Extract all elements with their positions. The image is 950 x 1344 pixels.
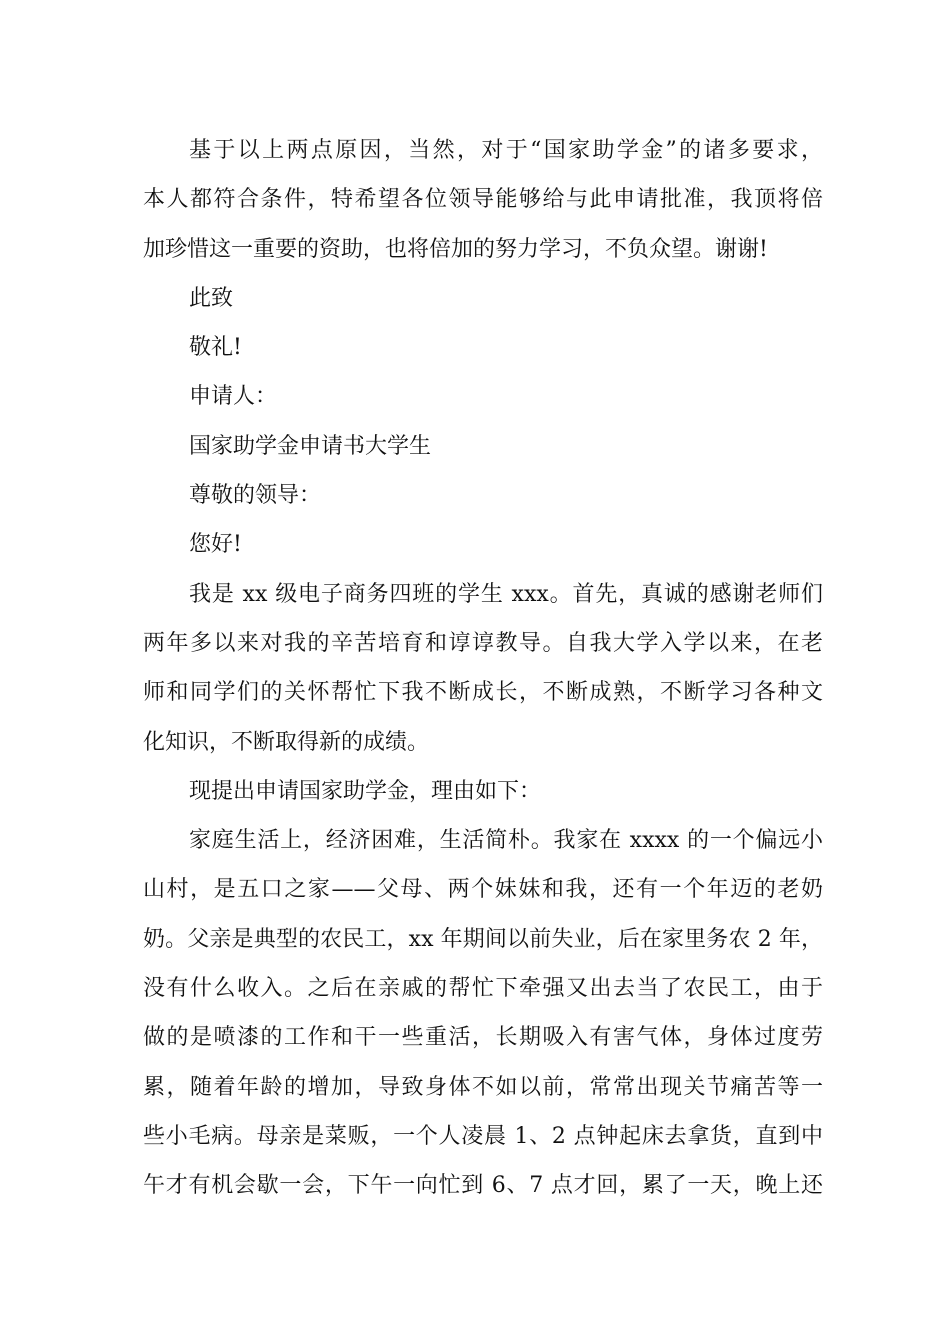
text-line: 师和同学们的关怀帮忙下我不断成长，不断成熟，不断学习各种文: [143, 680, 823, 706]
text-line: 国家助学金申请书大学生: [189, 433, 432, 459]
greeting-addressee: [143, 471, 823, 520]
closing-salutation: [143, 274, 823, 323]
text-line: 山村，是五口之家——父母、两个妹妹和我，还有一个年迈的老奶: [143, 877, 823, 903]
paragraph-conclusion: [143, 126, 823, 274]
closing-respect: [143, 323, 823, 372]
paragraph-introduction: [143, 570, 823, 767]
text-line: 尊敬的领导：: [189, 483, 322, 509]
text-line: 些小毛病。母亲是菜贩，一个人凌晨 1、2 点钟起床去拿货，直到中: [143, 1123, 823, 1149]
text-line: 累，随着年龄的增加，导致身体不如以前，常常出现关节痛苦等一: [143, 1074, 823, 1100]
text-line: 现提出申请国家助学金，理由如下：: [189, 778, 542, 804]
text-line: 两年多以来对我的辛苦培育和谆谆教导。自我大学入学以来，在老: [143, 630, 823, 656]
applicant-label: [143, 372, 823, 421]
paragraph-family-situation: [143, 816, 823, 1210]
greeting-hello: [143, 520, 823, 569]
text-line: 申请人：: [189, 384, 278, 410]
text-line: 没有什么收入。之后在亲戚的帮忙下牵强又出去当了农民工，由于: [143, 976, 823, 1002]
text-line: 做的是喷漆的工作和干一些重活，长期吸入有害气体，身体过度劳: [143, 1025, 823, 1051]
document-body: [143, 126, 823, 1211]
text-line: 加珍惜这一重要的资助，也将倍加的努力学习，不负众望。谢谢!: [143, 236, 768, 262]
text-line: 您好!: [189, 532, 242, 558]
text-line: 此致: [189, 285, 234, 311]
section-title: [143, 422, 823, 471]
text-line: 化知识，不断取得新的成绩。: [143, 729, 430, 755]
text-line: 奶。父亲是典型的农民工，xx 年期间以前失业，后在家里务农 2 年，: [143, 926, 823, 952]
text-line: 敬礼!: [189, 335, 242, 361]
text-line: 基于以上两点原因，当然，对于“国家助学金”的诸多要求，: [189, 138, 823, 163]
paragraph-reason-intro: [143, 767, 823, 816]
text-line: 本人都符合条件，特希望各位领导能够给与此申请批准，我顶将倍: [143, 187, 823, 213]
text-line: 午才有机会歇一会，下午一向忙到 6、7 点才回，累了一天，晚上还: [143, 1173, 823, 1199]
text-line: 我是 xx 级电子商务四班的学生 xxx。首先，真诚的感谢老师们: [189, 581, 823, 607]
text-line: 家庭生活上，经济困难，生活简朴。我家在 xxxx 的一个偏远小: [189, 828, 823, 854]
